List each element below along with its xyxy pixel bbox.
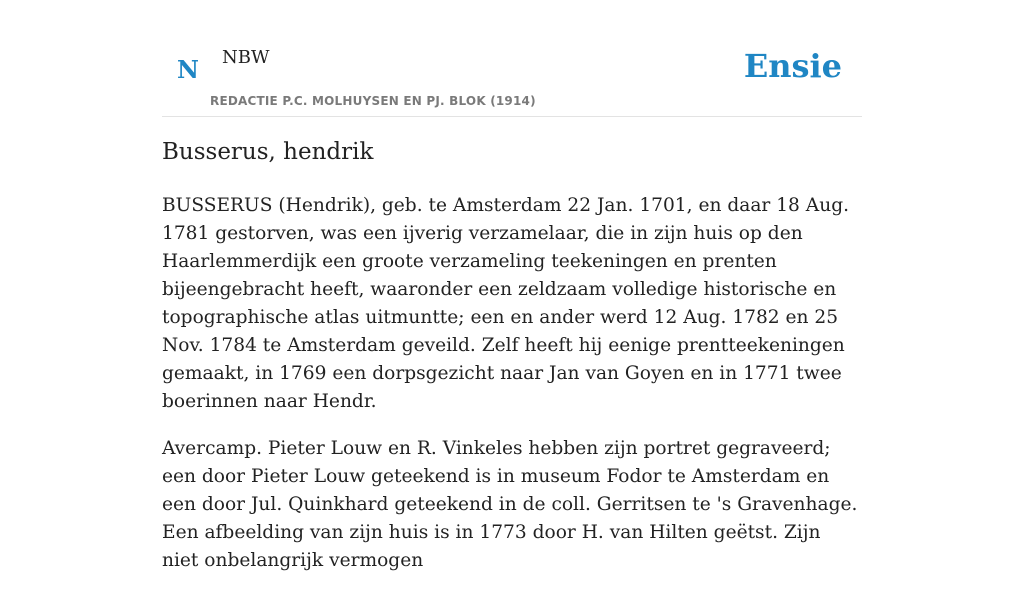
article-body (162, 192, 862, 594)
brand-logo-link[interactable]: Ensie (743, 47, 842, 85)
source-title[interactable]: NBW (222, 47, 270, 68)
source-subtitle: REDACTIE P.C. MOLHUYSEN EN PJ. BLOK (1914) (210, 94, 536, 108)
article-paragraph: BUSSERUS (Hendrik), geb. te Amsterdam 22 Jan. 1701, en daar 18 Aug. 1781 gestorven, was een ijverig verzamelaar, die in zijn huis op den Haarlemmerdijk een groote verzameling teekeningen en prenten bijeengebracht heeft, waaronder een zeldzaam volledige historische en topographische atlas uitmuntte; een en ander werd 12 Aug. 1782 en 25 Nov. 1784 te Amsterdam geveild. Zelf heeft hij eenige prentteekeningen gemaakt, in 1769 een dorpsgezicht naar Jan van Goyen en in 1771 twee boerinnen naar Hendr. (162, 195, 850, 412)
article-paragraph: Avercamp. Pieter Louw en R. Vinkeles hebben zijn portret gegraveerd; een door Pieter Louw geteekend is in museum Fodor te Amsterdam en een door Jul. Quinkhard geteekend in de coll. Gerritsen te 's Gravenhage. Een afbeelding van zijn huis is in 1773 door H. van Hilten geëtst. Zijn niet onbelangrijk vermogen (162, 438, 858, 571)
source-logo[interactable]: N (177, 55, 199, 84)
header (162, 0, 862, 117)
page-title: Busserus, hendrik (162, 139, 374, 165)
